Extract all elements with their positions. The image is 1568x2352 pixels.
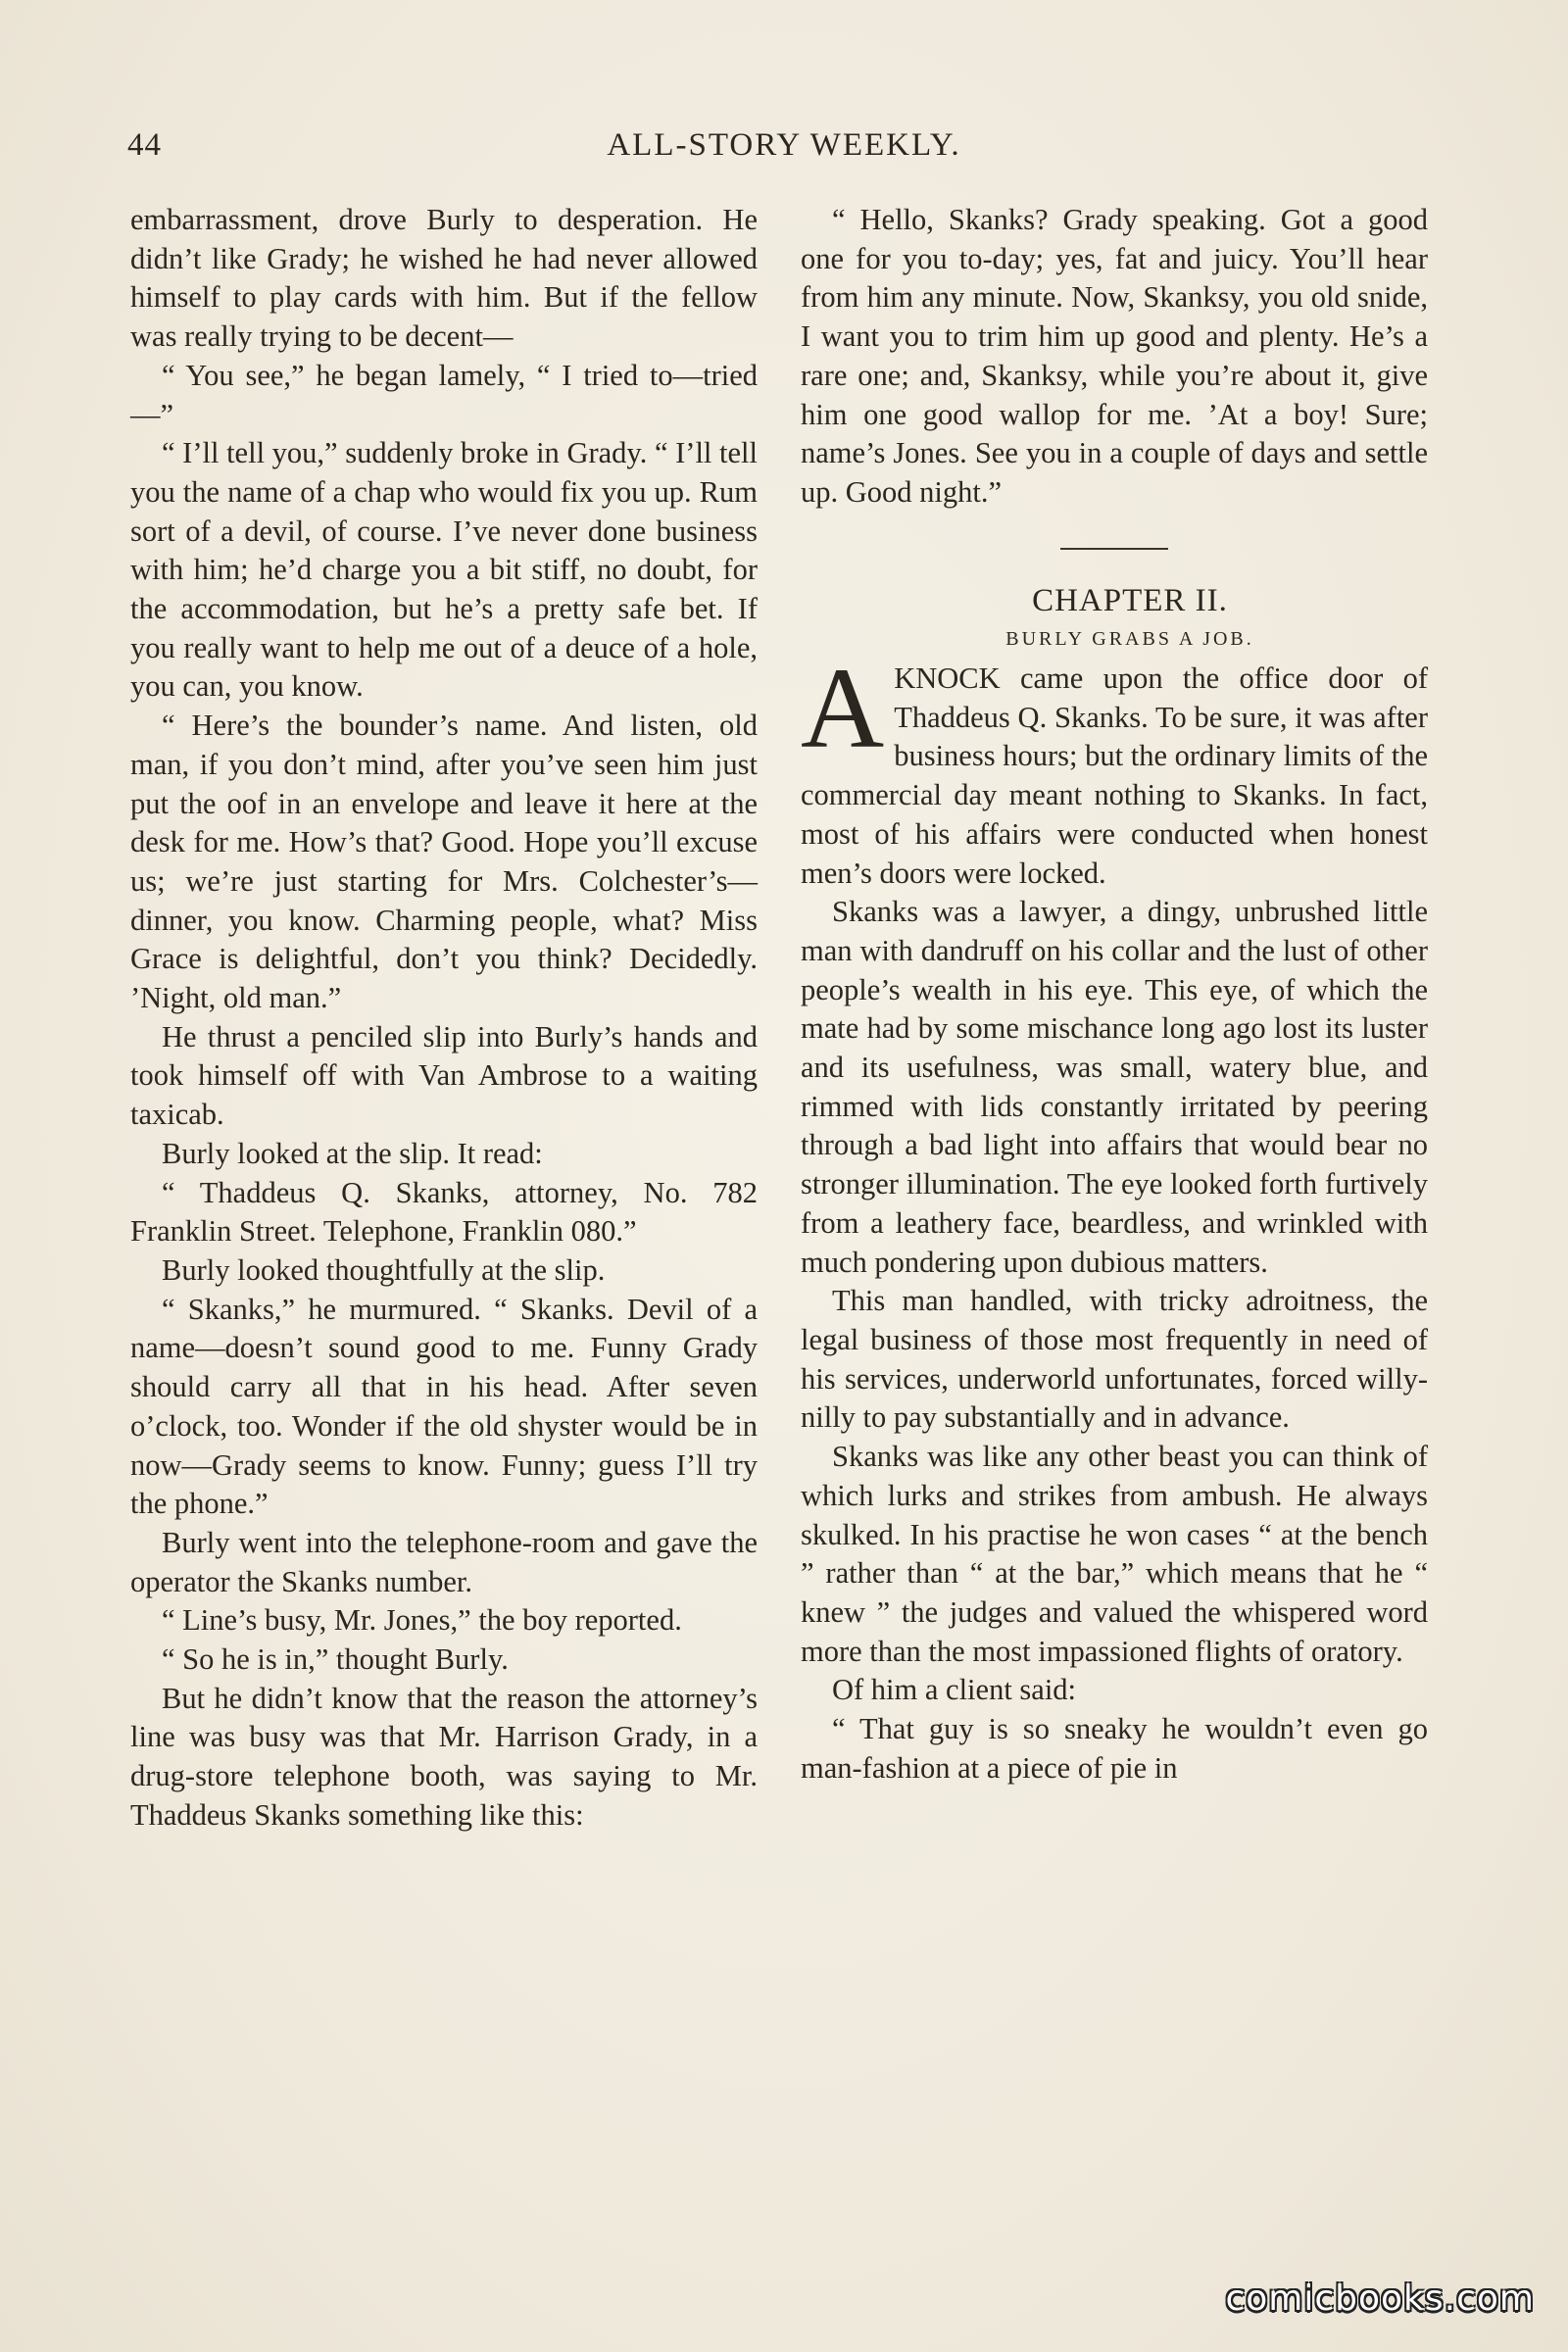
drop-cap: A — [801, 644, 885, 773]
paragraph: “ I’ll tell you,” suddenly broke in Grady. “ I’ll tell you the name of a chap who would fix you up. Rum sort of a devil, of course. I’ve never done business with him; he’d charge you a bit stiff, no doubt, for the accommodation, but he’s a pretty safe bet. If you really want to help me out of a deuce of a hole, you can, you know. — [130, 436, 758, 704]
paragraph: Skanks was like any other beast you can think of which lurks and strikes from ambush. He always skulked. In his practise he won cases “ at the bench ” rather than “ at the bar,” which means that he “ knew ” the judges and valued the whispered word more than the most impassioned flights of oratory. — [801, 1440, 1428, 1668]
paragraph: “ You see,” he began lamely, “ I tried to—tried—” — [130, 358, 758, 431]
chapter-title: CHAPTER II. — [1032, 582, 1228, 618]
chapter-opening-paragraph — [801, 644, 1428, 893]
site-watermark: comicbooks.com — [1225, 2278, 1535, 2319]
paragraph: “ Here’s the bounder’s name. And listen, old man, if you don’t mind, after you’ve seen him just put the oof in an envelope and leave it here at the desk for me. How’s that? Good. Hope you’ll excuse us; we’re just starting for Mrs. Colchester’s—dinner, you know. Charming people, what? Miss Grace is delightful, don’t you think? Decidedly. ’Night, old man.” — [130, 709, 758, 1015]
paragraph: Burly went into the telephone-room and gave the operator the Skanks number. — [130, 1525, 758, 1598]
paragraph: This man handled, with tricky adroitness, the legal business of those most frequently in need of his services, underworld unfortunates, forced willy-nilly to pay substantially and in advance. — [801, 1284, 1428, 1435]
paragraph: “ Hello, Skanks? Grady speaking. Got a good one for you to-day; yes, fat and juicy. You’ll hear from him any minute. Now, Skanksy, you old snide, I want you to trim him up good and plenty. He’s a rare one; and, Skanksy, while you’re about it, give him one good wallop for me. ’At a boy! Sure; name’s Jones. See you in a couple of days and settle up. Good night.” — [801, 203, 1428, 509]
opening-text: KNOCK came upon the office door of Thaddeus Q. Skanks. To be sure, it was after business hours; but the ordinary limits of the commercial day meant nothing to Skanks. In fact, most of his affairs were conducted when honest men’s doors were locked. — [801, 662, 1428, 890]
paragraph: Skanks was a lawyer, a dingy, unbrushed little man with dandruff on his collar and the lust of other people’s wealth in his eye. This eye, of which the mate had by some mischance long ago lost its luster and its usefulness, was small, watery blue, and rimmed with lids constantly irritated by peering through a bad light into affairs that would bear no stronger illumination. The eye looked forth furtively from a leathery face, beardless, and wrinkled with much pondering upon dubious matters. — [801, 895, 1428, 1279]
paragraph: “ Skanks,” he murmured. “ Skanks. Devil of a name—doesn’t sound good to me. Funny Grady should carry all that in his head. After seven o’clock, too. Wonder if the old shyster would be in now—Grady seems to know. Funny; guess I’ll try the phone.” — [130, 1292, 758, 1521]
paragraph: Of him a client said: — [832, 1673, 1077, 1707]
left-column — [130, 201, 758, 1836]
running-head: ALL-STORY WEEKLY. — [607, 127, 961, 163]
section-divider — [1060, 548, 1168, 550]
paragraph: He thrust a penciled slip into Burly’s hands and took himself off with Van Ambrose to a waiting taxicab. — [130, 1019, 758, 1132]
right-column — [801, 201, 1428, 1788]
paragraph: Burly looked at the slip. It read: — [162, 1136, 543, 1170]
paragraph: “ That guy is so sneaky he wouldn’t even go man-fashion at a piece of pie in — [801, 1712, 1428, 1785]
paragraph: “ Line’s busy, Mr. Jones,” the boy reported. — [162, 1603, 682, 1638]
chapter-subtitle: BURLY GRABS A JOB. — [1005, 628, 1254, 651]
paragraph: embarrassment, drove Burly to desperation. He didn’t like Grady; he wished he had never allowed himself to play cards with him. But if the fellow was really trying to be decent— — [130, 203, 758, 354]
paragraph: “ Thaddeus Q. Skanks, attorney, No. 782 Franklin Street. Telephone, Franklin 080.” — [130, 1175, 758, 1249]
paragraph: Burly looked thoughtfully at the slip. — [162, 1252, 606, 1287]
paragraph: But he didn’t know that the reason the attorney’s line was busy was that Mr. Harrison Grady, in a drug-store telephone booth, was saying to Mr. Thaddeus Skanks something like this: — [130, 1681, 758, 1832]
page-header — [127, 127, 1441, 176]
paragraph: “ So he is in,” thought Burly. — [162, 1642, 509, 1677]
page-number: 44 — [127, 127, 162, 163]
